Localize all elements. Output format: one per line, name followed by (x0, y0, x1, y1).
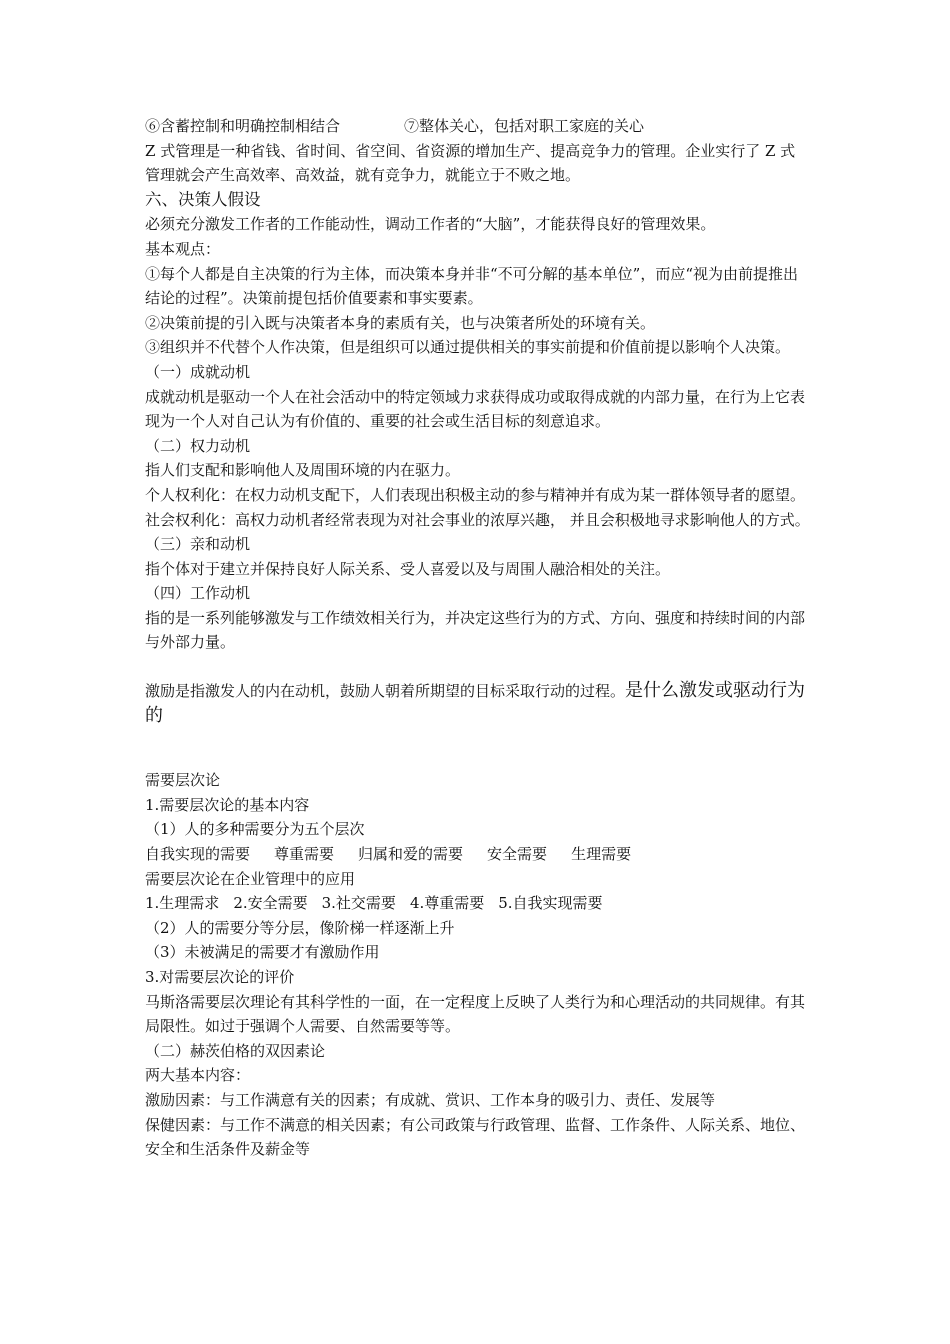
document-page (145, 114, 810, 1162)
paragraph: 马斯洛需要层次理论有其科学性的一面，在一定程度上反映了人类行为和心理活动的共同规律。有其局限性。如过于强调个人需要、自然需要等等。 (145, 992, 806, 1036)
list-item: 尊重需要 (274, 845, 335, 864)
paragraph: 两大基本内容： (145, 1066, 251, 1085)
text-fragment: ⑦整体关心，包括对职工家庭的关心 (404, 117, 645, 135)
paragraph: 必须充分激发工作者的工作能动性，调动工作者的“大脑”，才能获得良好的管理效果。 (145, 215, 716, 234)
needs-list (145, 842, 810, 867)
paragraph (145, 679, 810, 728)
list-item: 自我实现的需要 (145, 845, 251, 864)
paragraph: 基本观点： (145, 239, 221, 258)
paragraph: 成就动机是驱动一个人在社会活动中的特定领域力求获得成功或取得成就的内部力量，在行为上它表现为一个人对自己认为有价值的、重要的社会或生活目标的刻意追求。 (145, 387, 806, 431)
list-item: 安全需要 (487, 845, 548, 864)
paragraph: Z 式管理是一种省钱、省时间、省空间、省资源的增加生产、提高竞争力的管理。企业实行了 Z 式管理就会产生高效率、高效益，就有竞争力，就能立于不败之地。 (145, 141, 796, 185)
spacer (145, 655, 810, 679)
subheading: （二）权力动机 (145, 436, 251, 455)
section-heading: 六、决策人假设 (145, 189, 261, 209)
list-item: 归属和爱的需要 (358, 845, 464, 864)
paragraph: 指个体对于建立并保持良好人际关系、受人喜爱以及与周围人融洽相处的关注。 (145, 559, 671, 578)
paragraph: ③组织并不代替个人作决策，但是组织可以通过提供相关的事实前提和价值前提以影响个人决策。 (145, 338, 791, 357)
list-item: 4.尊重需要 (409, 894, 485, 913)
list-item: 生理需要 (571, 845, 632, 864)
paragraph: 激励因素：与工作满意有关的因素；有成就、赏识、工作本身的吸引力、责任、发展等 (145, 1090, 716, 1109)
subheading: 需要层次论 (145, 771, 221, 790)
paragraph: 指的是一系列能够激发与工作绩效相关行为，并决定这些行为的方式、方向、强度和持续时间的内部与外部力量。 (145, 608, 806, 652)
text-fragment: 激励是指激发人的内在动机，鼓励人朝着所期望的目标采取行动的过程。 (145, 682, 626, 701)
subheading: （四）工作动机 (145, 584, 251, 603)
list-item: 3.社交需要 (321, 894, 396, 913)
subheading: （二）赫茨伯格的双因素论 (145, 1041, 326, 1060)
paragraph: 社会权利化：高权力动机者经常表现为对社会事业的浓厚兴趣， 并且会积极地寻求影响他人的方式。 (145, 510, 810, 529)
list-item: 5.自我实现需要 (498, 894, 603, 913)
spacer (145, 728, 810, 768)
paragraph: 需要层次论在企业管理中的应用 (145, 869, 356, 888)
subheading: （一）成就动机 (145, 362, 251, 381)
text-line (145, 114, 810, 139)
paragraph: （1）人的多种需要分为五个层次 (145, 820, 365, 839)
paragraph: （2）人的需要分等分层，像阶梯一样逐渐上升 (145, 918, 455, 937)
subheading: （三）亲和动机 (145, 535, 251, 554)
paragraph: ①每个人都是自主决策的行为主体，而决策本身并非“不可分解的基本单位”，而应“视为由前提推出结论的过程”。决策前提包括价值要素和事实要素。 (145, 264, 799, 308)
paragraph: 保健因素：与工作不满意的相关因素；有公司政策与行政管理、监督、工作条件、人际关系、地位、安全和生活条件及薪金等 (145, 1115, 806, 1159)
list-item: 1.生理需求 (145, 894, 220, 913)
paragraph: 个人权利化：在权力动机支配下，人们表现出积极主动的参与精神并有成为某一群体领导者的愿望。 (145, 485, 806, 504)
needs-list (145, 891, 810, 916)
paragraph: ②决策前提的引入既与决策者本身的素质有关，也与决策者所处的环境有关。 (145, 313, 656, 332)
text-fragment: ⑥含蓄控制和明确控制相结合 (145, 117, 341, 135)
paragraph: 3.对需要层次论的评价 (145, 968, 295, 986)
paragraph: 1.需要层次论的基本内容 (145, 795, 310, 814)
paragraph: 指人们支配和影响他人及周围环境的内在驱力。 (145, 461, 461, 480)
emphasis-text: 是什么激发或驱动行为的 (145, 680, 806, 726)
list-item: 2.安全需要 (233, 894, 308, 913)
paragraph: （3）未被满足的需要才有激励作用 (145, 943, 380, 962)
